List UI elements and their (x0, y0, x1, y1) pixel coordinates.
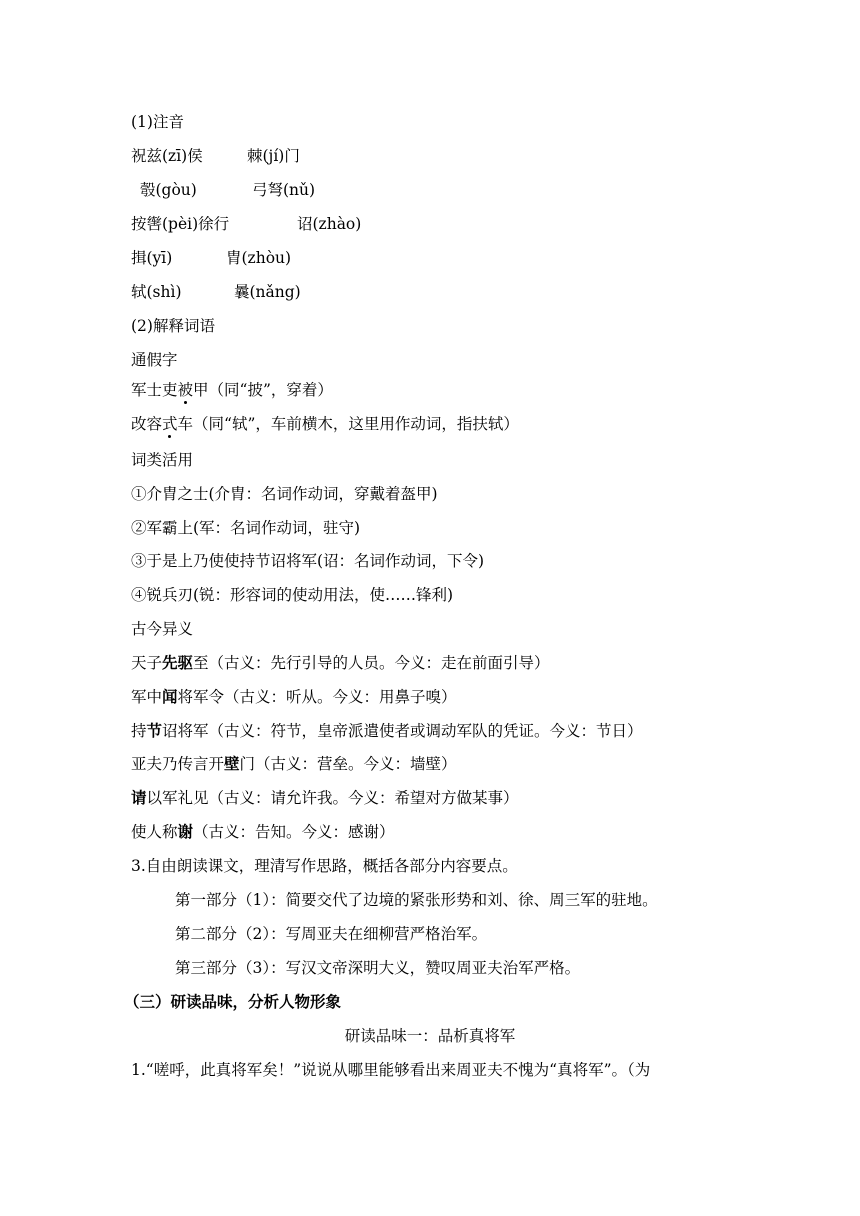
pinyin-item: 祝兹(zī)侯 (131, 147, 203, 165)
bold-term: 节 (146, 721, 163, 740)
subheading-ancient-modern: 古今异义 (131, 620, 194, 638)
pinyin-item: 揖(yī) (131, 249, 173, 267)
word-class-item: ④锐兵刃(锐：形容词的使动用法，使……锋利) (131, 586, 454, 604)
subheading-loan-characters: 通假字 (131, 351, 178, 369)
heading-explain-words: (2)解释词语 (131, 317, 215, 335)
pinyin-item: 彀(gòu) (140, 181, 197, 199)
subheading-word-class: 词类活用 (131, 451, 194, 469)
loan-char-item (131, 380, 333, 400)
bold-term: 先驱 (162, 653, 194, 672)
bold-term: 壁 (224, 754, 240, 773)
text-segment: 门（古义：营垒。今义：墙壁） (239, 755, 457, 773)
word-class-item: ②军霸上(军：名词作动词，驻守) (131, 519, 361, 537)
outline-part-2: 第二部分（2）：写周亚夫在细柳营严格治军。 (175, 925, 488, 943)
pinyin-item: 曩(nǎng) (234, 283, 301, 301)
bold-term: 谢 (177, 822, 194, 841)
dotted-character: 被 (177, 381, 194, 399)
pinyin-item: 按辔(pèi)徐行 (131, 215, 230, 233)
dotted-character: 式 (162, 415, 178, 433)
ancient-modern-item (131, 822, 395, 842)
pinyin-item: 诏(zhào) (297, 215, 362, 233)
text-segment: 甲（同“披”，穿着） (193, 381, 333, 399)
subsection-title: 研读品味一：品析真将军 (344, 1027, 516, 1045)
outline-part-3: 第三部分（3）：写汉文帝深明大义，赞叹周亚夫治军严格。 (175, 959, 581, 977)
word-class-item: ①介胄之士(介胄：名词作动词，穿戴着盔甲) (131, 485, 438, 503)
loan-char-item (131, 414, 519, 434)
text-segment: 改容 (131, 415, 163, 433)
text-segment: 将军令（古义：听从。今义：用鼻子嗅） (177, 688, 457, 706)
text-segment: 军中 (131, 688, 163, 706)
ancient-modern-item (131, 687, 457, 707)
text-segment: （古义：告知。今义：感谢） (193, 823, 395, 841)
pinyin-item: 轼(shì) (131, 283, 182, 301)
pinyin-item: 胄(zhòu) (226, 249, 292, 267)
text-segment: 使人称 (131, 823, 178, 841)
text-segment: 军士吏 (131, 381, 178, 399)
text-segment: 诏将军（古义：符节，皇帝派遣使者或调动军队的凭证。今义：节日） (162, 722, 643, 740)
section-heading: （三）研读品味，分析人物形象 (124, 992, 342, 1011)
text-segment: 亚夫乃传言开 (131, 755, 225, 773)
reading-task: 3.自由朗读课文，理清写作思路，概括各部分内容要点。 (131, 857, 518, 875)
bold-term: 请 (131, 788, 147, 807)
text-segment: 以军礼见（古义：请允许我。今义：希望对方做某事） (146, 789, 519, 807)
bold-term: 闻 (162, 687, 178, 706)
outline-part-1: 第一部分（1）：简要交代了边境的紧张形势和刘、徐、周三军的驻地。 (175, 891, 658, 909)
ancient-modern-item (131, 754, 457, 774)
ancient-modern-item (131, 721, 643, 741)
word-class-item: ③于是上乃使使持节诏将军(诏：名词作动词，下令) (131, 552, 485, 570)
ancient-modern-item (131, 788, 519, 808)
heading-pronunciation: (1)注音 (131, 113, 184, 131)
text-segment: 持 (131, 722, 147, 740)
text-segment: 至（古义：先行引导的人员。今义：走在前面引导） (193, 654, 550, 672)
question-1: 1.“嗟呼，此真将军矣！”说说从哪里能够看出来周亚夫不愧为“真将军”。（为 (131, 1061, 651, 1079)
pinyin-item: 棘(jí)门 (247, 147, 300, 165)
pinyin-item: 弓弩(nǔ) (252, 181, 316, 199)
text-segment: 天子 (131, 654, 163, 672)
text-segment: 车（同“轼”，车前横木，这里用作动词，指扶轼） (177, 415, 519, 433)
ancient-modern-item (131, 653, 550, 673)
